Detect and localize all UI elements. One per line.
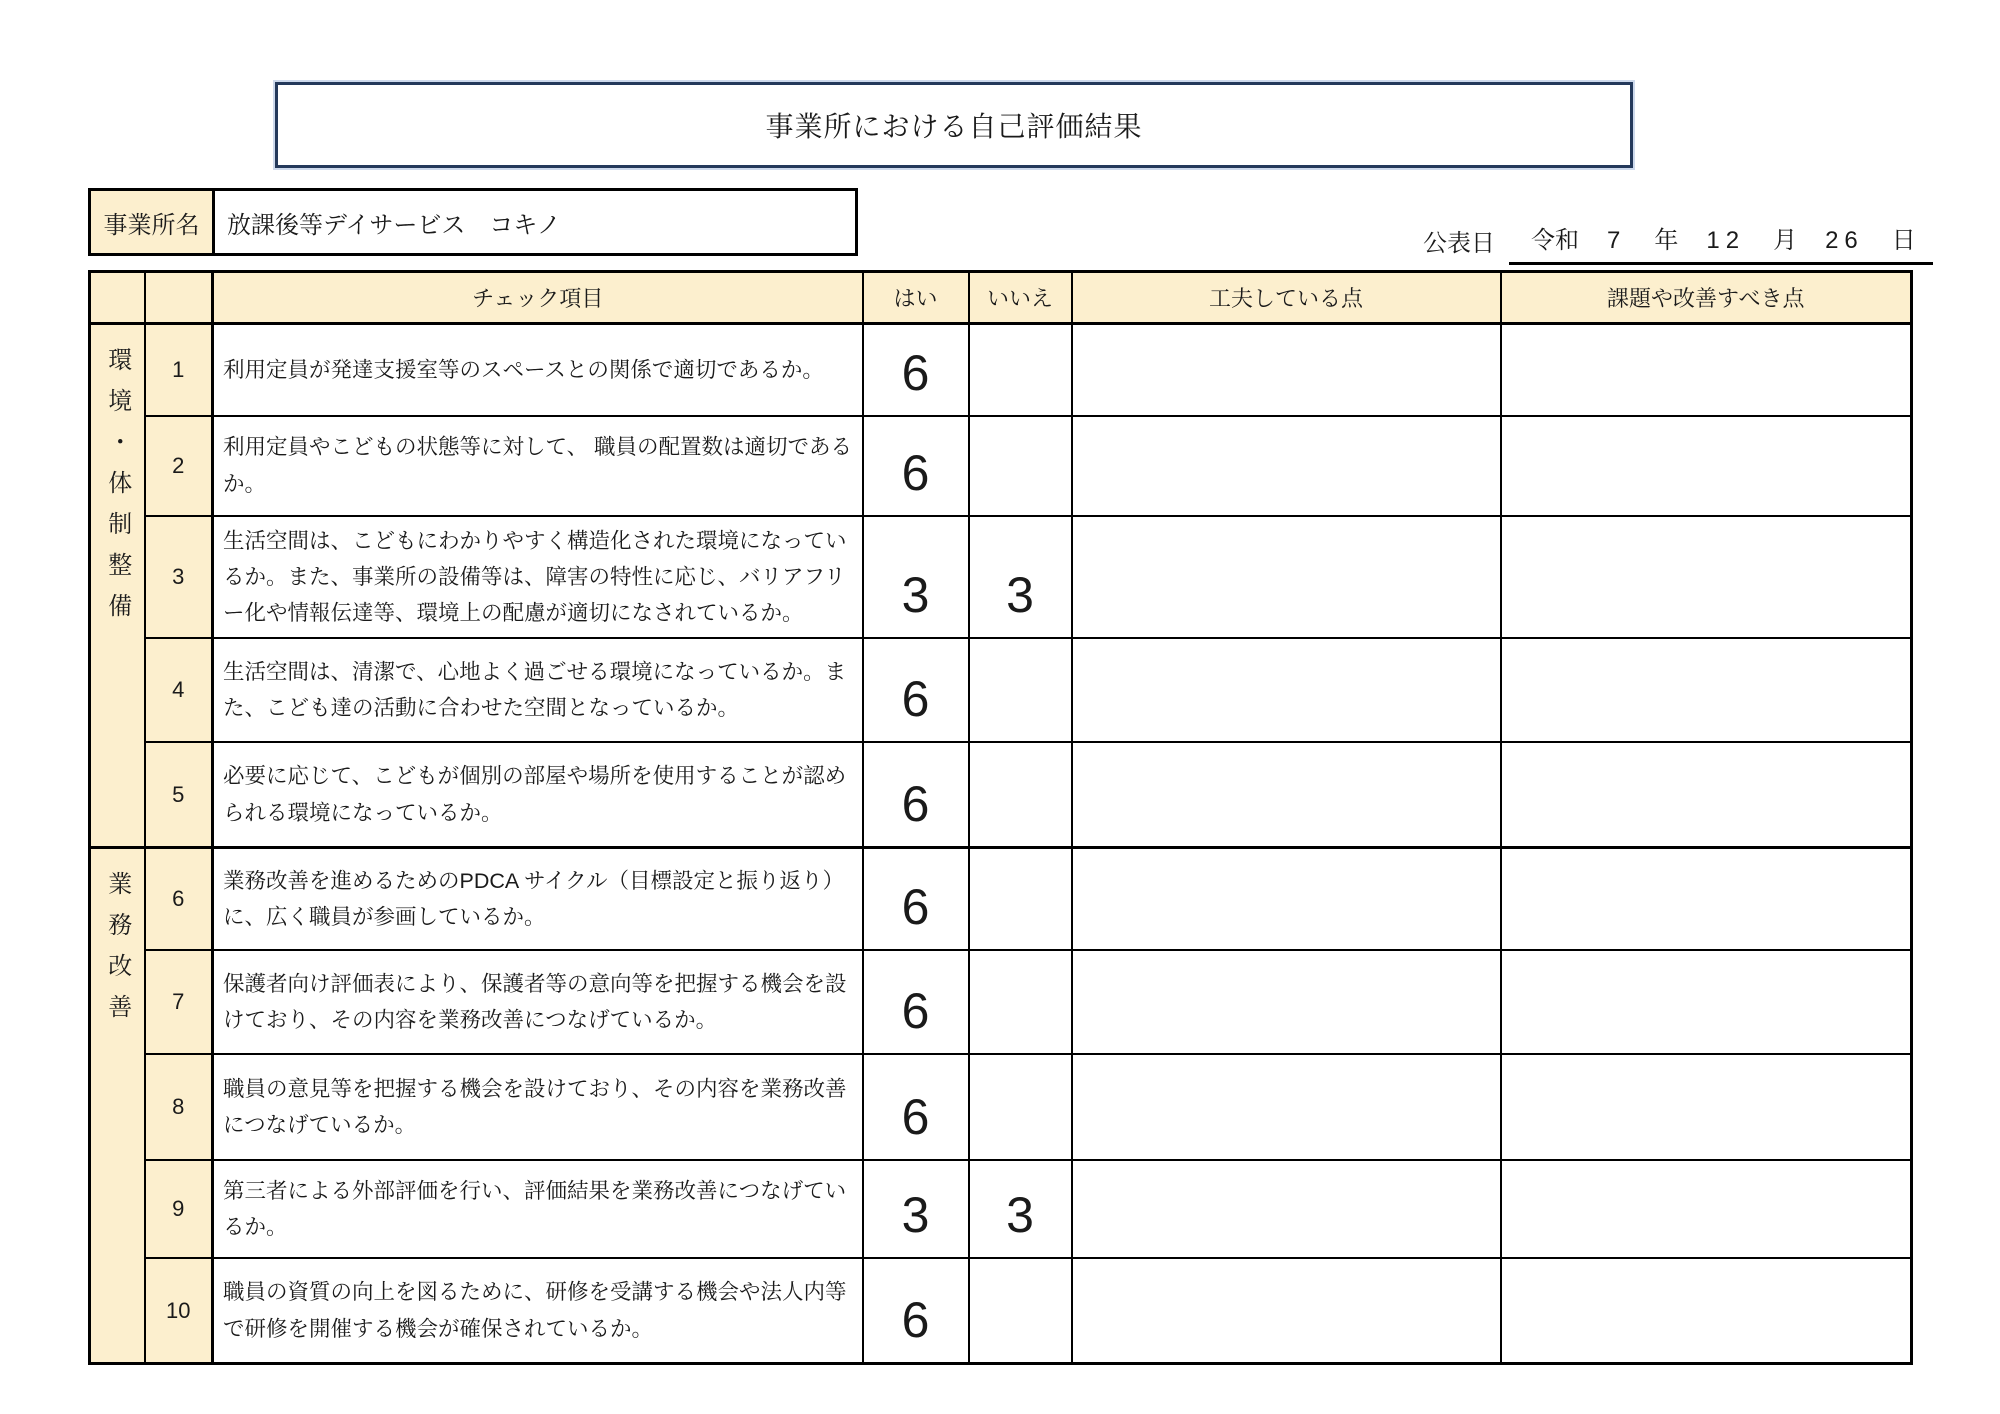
row-number: 5 [145, 742, 213, 848]
issues-cell [1501, 950, 1912, 1054]
no-count [969, 1258, 1072, 1364]
devised-cell [1072, 848, 1501, 950]
yes-count: 6 [863, 324, 969, 416]
no-count [969, 416, 1072, 516]
table-row [90, 848, 1912, 950]
publish-date-day: 26 [1825, 227, 1864, 254]
devised-cell [1072, 1258, 1501, 1364]
devised-cell [1072, 324, 1501, 416]
row-number: 9 [145, 1160, 213, 1258]
devised-cell [1072, 1054, 1501, 1160]
table-row [90, 950, 1912, 1054]
devised-cell [1072, 416, 1501, 516]
devised-cell [1072, 950, 1501, 1054]
check-item-text: 利用定員やこどもの状態等に対して、 職員の配置数は適切であるか。 [213, 416, 863, 516]
row-number: 8 [145, 1054, 213, 1160]
no-count [969, 950, 1072, 1054]
evaluation-table [88, 270, 1913, 1365]
publish-date-day-unit: 日 [1891, 227, 1916, 254]
category-cell [90, 848, 145, 1364]
yes-count: 6 [863, 1054, 969, 1160]
issues-cell [1501, 324, 1912, 416]
page-title: 事業所における自己評価結果 [765, 111, 1143, 142]
issues-cell [1501, 416, 1912, 516]
office-name-box [88, 188, 858, 256]
yes-count: 3 [863, 516, 969, 638]
no-count: 3 [969, 1160, 1072, 1258]
title-box [275, 82, 1633, 168]
yes-count: 6 [863, 950, 969, 1054]
table-row [90, 1054, 1912, 1160]
header-devised: 工夫している点 [1072, 272, 1501, 324]
issues-cell [1501, 516, 1912, 638]
no-count: 3 [969, 516, 1072, 638]
table-row [90, 416, 1912, 516]
table-row [90, 742, 1912, 848]
table-row [90, 638, 1912, 742]
issues-cell [1501, 638, 1912, 742]
publish-date-line [1509, 220, 1933, 265]
header-number [145, 272, 213, 324]
table-row [90, 1160, 1912, 1258]
devised-cell [1072, 516, 1501, 638]
check-item-text: 業務改善を進めるためのPDCA サイクル（目標設定と振り返り）に、広く職員が参画しているか。 [213, 848, 863, 950]
yes-count: 6 [863, 1258, 969, 1364]
issues-cell [1501, 1258, 1912, 1364]
row-number: 10 [145, 1258, 213, 1364]
yes-count: 6 [863, 416, 969, 516]
office-name-value: 放課後等デイサービス コキノ [227, 211, 561, 239]
category-cell [90, 324, 145, 848]
no-count [969, 638, 1072, 742]
issues-cell [1501, 742, 1912, 848]
devised-cell [1072, 1160, 1501, 1258]
issues-cell [1501, 848, 1912, 950]
office-name-label: 事業所名 [91, 191, 215, 253]
row-number: 2 [145, 416, 213, 516]
no-count [969, 324, 1072, 416]
check-item-text: 職員の意見等を把握する機会を設けており、その内容を業務改善につなげているか。 [213, 1054, 863, 1160]
row-number: 1 [145, 324, 213, 416]
row-number: 4 [145, 638, 213, 742]
no-count [969, 1054, 1072, 1160]
yes-count: 3 [863, 1160, 969, 1258]
category-label: 業務改善 [103, 871, 131, 1036]
issues-cell [1501, 1054, 1912, 1160]
category-label: 環境・体制整備 [103, 347, 131, 634]
header-issues: 課題や改善すべき点 [1501, 272, 1912, 324]
header-category [90, 272, 145, 324]
yes-count: 6 [863, 742, 969, 848]
check-item-text: 利用定員が発達支援室等のスペースとの関係で適切であるか。 [213, 324, 863, 416]
table-header-row [90, 272, 1912, 324]
table-row [90, 1258, 1912, 1364]
table-row [90, 516, 1912, 638]
check-item-text: 必要に応じて、こどもが個別の部屋や場所を使用することが認められる環境になっているか。 [213, 742, 863, 848]
publish-date-month: 12 [1706, 227, 1746, 254]
row-number: 7 [145, 950, 213, 1054]
table-row [90, 324, 1912, 416]
header-no: いいえ [969, 272, 1072, 324]
publish-date-era: 令和 [1531, 227, 1579, 254]
publish-date-year: 7 [1607, 227, 1627, 254]
publish-date-year-unit: 年 [1654, 227, 1679, 254]
publish-date [1423, 220, 1933, 265]
header-yes: はい [863, 272, 969, 324]
check-item-text: 第三者による外部評価を行い、評価結果を業務改善につなげているか。 [213, 1160, 863, 1258]
header-check-item: チェック項目 [213, 272, 863, 324]
issues-cell [1501, 1160, 1912, 1258]
row-number: 6 [145, 848, 213, 950]
no-count [969, 742, 1072, 848]
check-item-text: 保護者向け評価表により、保護者等の意向等を把握する機会を設けており、その内容を業務改善につなげているか。 [213, 950, 863, 1054]
row-number: 3 [145, 516, 213, 638]
check-item-text: 生活空間は、こどもにわかりやすく構造化された環境になっているか。また、事業所の設備等は、障害の特性に応じ、バリアフリー化や情報伝達等、環境上の配慮が適切になされているか。 [213, 516, 863, 638]
yes-count: 6 [863, 638, 969, 742]
devised-cell [1072, 638, 1501, 742]
no-count [969, 848, 1072, 950]
check-item-text: 生活空間は、清潔で、心地よく過ごせる環境になっているか。また、こども達の活動に合わせた空間となっているか。 [213, 638, 863, 742]
publish-date-month-unit: 月 [1773, 227, 1798, 254]
yes-count: 6 [863, 848, 969, 950]
publish-date-label: 公表日 [1423, 230, 1495, 257]
devised-cell [1072, 742, 1501, 848]
check-item-text: 職員の資質の向上を図るために、研修を受講する機会や法人内等で研修を開催する機会が確保されているか。 [213, 1258, 863, 1364]
